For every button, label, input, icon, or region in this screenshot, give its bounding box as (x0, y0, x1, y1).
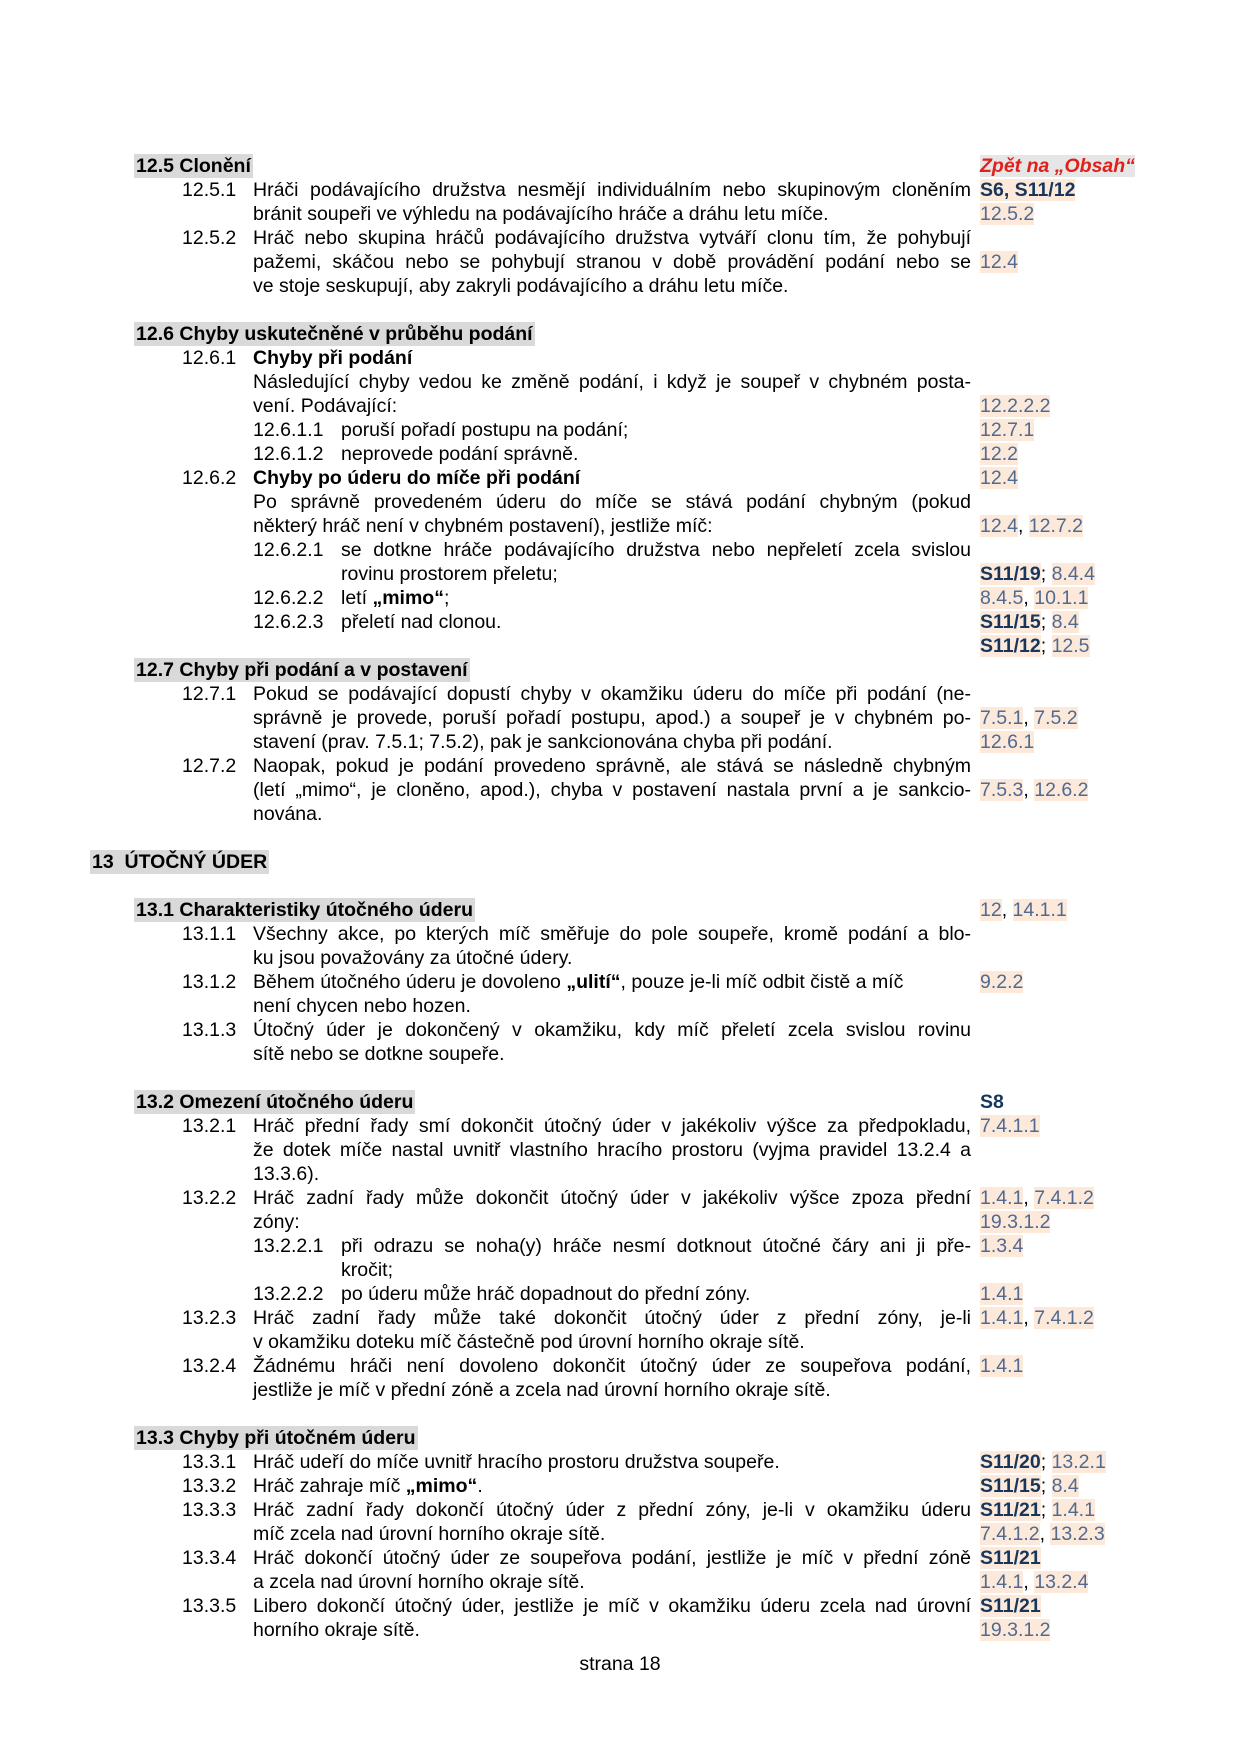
clause-row: 13.3.2 Hráč zahraje míč „mimo“. S11/15; 8.4 (182, 1475, 1079, 1497)
rule-ref-link[interactable]: 7.5.1 (980, 707, 1024, 729)
signal-ref-link[interactable]: S11/15 (980, 611, 1041, 633)
signal-ref-link[interactable]: S8 (980, 1091, 1004, 1113)
clause-row: vení. Podávající: 12.2.2.2 (253, 395, 1051, 417)
clause-row: není chycen nebo hozen. (253, 995, 471, 1017)
section-12-7-row (0, 658, 1240, 682)
clause-row: (letí „mimo“, je cloněno, apod.), chyba v postavení nastala první a je sankcio- 7.5.3, 12.6.2 (253, 779, 1089, 801)
clause-row: některý hráč není v chybném postavení), jestliže míč: 12.4, 12.7.2 (253, 515, 1084, 537)
clause-row: 13.1.3 Útočný úder je dokončený v okamžiku, kdy míč přeletí zcela svislou rovinu (182, 1019, 971, 1041)
rule-ref-link[interactable]: 1.4.1 (980, 1307, 1024, 1329)
rule-ref-link[interactable]: 1.4.1 (980, 1187, 1024, 1209)
rule-ref-link[interactable]: 13.2.3 (1050, 1523, 1105, 1545)
rule-ref-link[interactable]: 8.4.5 (980, 587, 1024, 609)
clause-row: bránit soupeři ve výhledu na podávajícího hráče a dráhu letu míče. 12.5.2 (253, 203, 1035, 225)
clause-row: 12.6.1.2 neprovede podání správně. 12.2 (253, 443, 1018, 465)
rule-ref-link[interactable]: 7.4.1.1 (980, 1115, 1040, 1137)
clause-row: 13.1.2 Během útočného úderu je dovoleno „ulití“, pouze je-li míč odbit čistě a míč 9.2.2 (182, 971, 1024, 993)
rule-ref-link[interactable]: 1.4.1 (980, 1355, 1024, 1377)
clause-row: 12.6.2 Chyby po úderu do míče při podání 12.4 (182, 467, 1018, 489)
rule-ref-link[interactable]: 1.4.1 (1051, 1499, 1095, 1521)
rule-ref-link[interactable]: 14.1.1 (1012, 899, 1067, 921)
section-13-2-row (0, 1090, 1240, 1114)
rule-ref-link[interactable]: 1.3.4 (980, 1235, 1024, 1257)
clause-row: pažemi, skáčou nebo se pohybují stranou v době provádění podání nebo se 12.4 (253, 251, 1018, 273)
page-number: strana 18 (579, 1653, 661, 1675)
clause-row: rovinu prostorem přeletu; S11/19; 8.4.4 (341, 563, 1095, 585)
rule-ref-link[interactable]: 1.4.1 (980, 1283, 1024, 1305)
clause-row: správně je provede, poruší pořadí postupu, apod.) a soupeř je v chybném po- 7.5.1, 7.5.2 (253, 707, 1078, 729)
clause-row: 13.3.6). (253, 1163, 320, 1185)
chapter-13-row (0, 850, 1240, 874)
clause-row: jestliže je míč v přední zóně a zcela nad úrovní horního okraje sítě. (253, 1379, 831, 1401)
signal-ref-link[interactable]: S11/20 (980, 1451, 1041, 1473)
clause-row: míč zcela nad úrovní horního okraje sítě. 7.4.1.2, 13.2.3 (253, 1523, 1105, 1545)
clause-row: 13.3.1 Hráč udeří do míče uvnitř hracího prostoru družstva soupeře. S11/20; 13.2.1 (182, 1451, 1106, 1473)
rule-ref-link[interactable]: 19.3.1.2 (980, 1619, 1051, 1641)
signal-ref-link[interactable]: S6, S11/12 (980, 179, 1076, 201)
clause-row: 12.7.1 Pokud se podávající dopustí chyby v okamžiku úderu do míče při podání (ne- (182, 683, 971, 705)
clause-row: 13.2.4 Žádnému hráči není dovoleno dokončit útočný úder ze soupeřova podání, 1.4.1 (182, 1355, 1024, 1377)
clause-row: ku jsou považovány za útočné údery. (253, 947, 573, 969)
rule-ref-link[interactable]: 13.2.4 (1034, 1571, 1089, 1593)
section-13-3-row (0, 1426, 1240, 1450)
clause-row: horního okraje sítě. 19.3.1.2 (253, 1619, 1051, 1641)
rule-ref-link[interactable]: 9.2.2 (980, 971, 1024, 993)
clause-row: 13.2.1 Hráč přední řady smí dokončit útočný úder v jakékoliv výšce za předpokladu, 7.4.1.1 (182, 1115, 1040, 1137)
clause-row: že dotek míče nastal uvnitř vlastního hracího prostoru (vyjma pravidel 13.2.4 a (253, 1139, 971, 1161)
signal-ref-link[interactable]: S11/15 (980, 1475, 1041, 1497)
rule-ref-link[interactable]: 19.3.1.2 (980, 1211, 1051, 1233)
clause-row: 13.3.4 Hráč dokončí útočný úder ze soupeřova podání, jestliže je míč v přední zóně S11/21 (182, 1547, 1041, 1569)
clause-row: ve stoje seskupují, aby zakryli podávajícího a dráhu letu míče. (253, 275, 789, 297)
clause-row: zóny: 19.3.1.2 (253, 1211, 1051, 1233)
clause-row: 12.6.2.3 přeletí nad clonou. S11/15; 8.4 (253, 611, 1079, 633)
rule-ref-link[interactable]: 12.2.2.2 (980, 395, 1051, 417)
rule-ref-link[interactable]: 12.6.1 (980, 731, 1035, 753)
rule-ref-link[interactable]: 7.4.1.2 (980, 1523, 1040, 1545)
clause-row: 13.1.1 Všechny akce, po kterých míč směřuje do pole soupeře, kromě podání a blo- (182, 923, 971, 945)
section-12-6-row (0, 322, 1240, 346)
section-13-1-row: 13.1 Charakteristiky útočného úderu 12, 14.1.1 (136, 899, 1067, 921)
clause-row: 13.2.3 Hráč zadní řady může také dokončit útočný úder z přední zóny, je-li 1.4.1, 7.4.1.2 (182, 1307, 1094, 1329)
clause-row: 13.2.2.2 po úderu může hráč dopadnout do přední zóny. 1.4.1 (253, 1283, 1024, 1305)
rule-ref-link[interactable]: 7.5.3 (980, 779, 1024, 801)
rule-ref-link[interactable]: 8.4 (1051, 1475, 1079, 1497)
clause-row: 12.5.1 Hráči podávajícího družstva nesmějí individuálním nebo skupinovým cloněním S6, S11/12 (182, 179, 1076, 201)
section-heading: 13.2 Omezení útočného úderu (136, 1091, 414, 1113)
rule-ref-link[interactable]: 7.5.2 (1034, 707, 1078, 729)
clause-row: S11/12; 12.5 (980, 635, 1090, 657)
clause-row: stavení (prav. 7.5.1; 7.5.2), pak je sankcionována chyba při podání. 12.6.1 (253, 731, 1035, 753)
clause-row: sítě nebo se dotkne soupeře. (253, 1043, 505, 1065)
clause-row: v okamžiku doteku míč částečně pod úrovní horního okraje sítě. (253, 1331, 805, 1353)
section-heading: 12.7 Chyby při podání a v postavení (136, 659, 468, 681)
signal-ref-link[interactable]: S11/21 (980, 1595, 1041, 1617)
clause-row: 13.3.3 Hráč zadní řady dokončí útočný úder z přední zóny, je-li v okamžiku úderu S11/21; 1.4.1 (182, 1499, 1095, 1521)
section-12-5-row (0, 154, 1240, 178)
back-to-contents-link[interactable]: Zpět na „Obsah“ (980, 155, 1135, 177)
rule-ref-link[interactable]: 12 (980, 899, 1002, 921)
clause-row: 12.6.1.1 poruší pořadí postupu na podání; 12.7.1 (253, 419, 1035, 441)
section-heading: 12.6 Chyby uskutečněné v průběhu podání (136, 323, 533, 345)
rule-ref-link[interactable]: 12.5.2 (980, 203, 1035, 225)
clause-row: 12.6.2.2 letí „mimo“; 8.4.5, 10.1.1 (253, 587, 1089, 609)
rule-ref-link[interactable]: 12.5 (1051, 635, 1090, 657)
rule-ref-link[interactable]: 12.7.2 (1028, 515, 1084, 537)
rule-ref-link[interactable]: 12.4 (980, 515, 1018, 537)
clause-row: Po správně provedeném úderu do míče se stává podání chybným (pokud (253, 491, 971, 513)
signal-ref-link[interactable]: S11/21 (980, 1547, 1041, 1569)
section-heading: 13.1 Charakteristiky útočného úderu (136, 899, 474, 921)
rule-ref-link[interactable]: 10.1.1 (1034, 587, 1089, 609)
clause-row: nována. (253, 803, 323, 825)
chapter-heading: 13 ÚTOČNÝ ÚDER (92, 851, 268, 873)
rule-ref-link[interactable]: 8.4.4 (1051, 563, 1095, 585)
rule-ref-link[interactable]: 12.4 (980, 467, 1018, 489)
clause-row: Následující chyby vedou ke změně podání, i když je soupeř v chybném posta- (253, 371, 971, 393)
clause-row: 13.3.5 Libero dokončí útočný úder, jestliže je míč v okamžiku úderu zcela nad úrovní S11/21 (182, 1595, 1041, 1617)
signal-ref-link[interactable]: S11/19 (980, 563, 1041, 585)
rule-ref-link[interactable]: 1.4.1 (980, 1571, 1024, 1593)
section-heading: 13.3 Chyby při útočném úderu (136, 1427, 416, 1449)
signal-ref-link[interactable]: S11/12 (980, 635, 1041, 657)
clause-row: 13.2.2 Hráč zadní řady může dokončit útočný úder v jakékoliv výšce zpoza přední 1.4.1, 7.4.1.2 (182, 1187, 1094, 1209)
rule-ref-link[interactable]: 7.4.1.2 (1034, 1307, 1094, 1329)
rule-ref-link[interactable]: 12.6.2 (1034, 779, 1089, 801)
clause-row: 12.6.1 Chyby při podání (182, 347, 413, 369)
signal-ref-link[interactable]: S11/21 (980, 1499, 1041, 1521)
rule-ref-link[interactable]: 13.2.1 (1051, 1451, 1106, 1473)
clause-row: kročit; (341, 1259, 394, 1281)
clause-row: 12.6.2.1 se dotkne hráče podávajícího družstva nebo nepřeletí zcela svislou (253, 539, 971, 561)
rule-ref-link[interactable]: 8.4 (1051, 611, 1079, 633)
clause-row: 13.2.2.1 při odrazu se noha(y) hráče nesmí dotknout útočné čáry ani ji pře- 1.3.4 (253, 1235, 1024, 1257)
section-heading: 12.5 Clonění (136, 155, 251, 177)
clause-row: 12.5.2 Hráč nebo skupina hráčů podávajícího družstva vytváří clonu tím, že pohybují (182, 227, 971, 249)
rule-ref-link[interactable]: 12.4 (980, 251, 1018, 273)
rule-ref-link[interactable]: 7.4.1.2 (1034, 1187, 1094, 1209)
clause-row: a zcela nad úrovní horního okraje sítě. 1.4.1, 13.2.4 (253, 1571, 1089, 1593)
rule-ref-link[interactable]: 12.2 (980, 443, 1018, 465)
clause-row: 12.7.2 Naopak, pokud je podání provedeno správně, ale stává se následně chybným (182, 755, 971, 777)
rule-ref-link[interactable]: 12.7.1 (980, 419, 1035, 441)
